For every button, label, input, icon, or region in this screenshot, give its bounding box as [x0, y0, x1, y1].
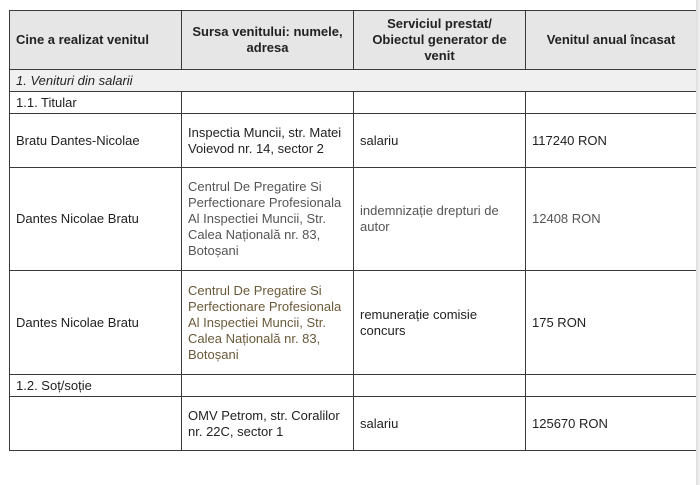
subsection-title: 1.2. Soț/soție	[10, 375, 182, 397]
subsection-title: 1.1. Titular	[10, 92, 182, 114]
cell-source: OMV Petrom, str. Coralilor nr. 22C, sector 1	[182, 397, 354, 451]
cell-who: Dantes Nicolae Bratu	[10, 271, 182, 375]
table-row	[10, 271, 697, 375]
table-row	[10, 114, 697, 168]
subsection-row-spouse	[10, 375, 697, 397]
table-row	[10, 168, 697, 271]
cell-who	[10, 397, 182, 451]
cell-service: salariu	[354, 397, 526, 451]
table-row	[10, 397, 697, 451]
header-who: Cine a realizat venitul	[10, 11, 182, 70]
table-header-row	[10, 11, 697, 70]
cell-service: indemnizație drepturi de autor	[354, 168, 526, 271]
empty-cell	[182, 92, 354, 114]
empty-cell	[354, 92, 526, 114]
cell-who: Dantes Nicolae Bratu	[10, 168, 182, 271]
cell-who: Bratu Dantes-Nicolae	[10, 114, 182, 168]
cell-service: remunerație comisie concurs	[354, 271, 526, 375]
empty-cell	[182, 375, 354, 397]
empty-cell	[526, 375, 697, 397]
cell-source: Centrul De Pregatire Si Perfectionare Profesionala Al Inspectiei Muncii, Str. Calea Națională nr. 83, Botoșani	[182, 271, 354, 375]
header-income: Venitul anual încasat	[526, 11, 697, 70]
cell-income: 125670 RON	[526, 397, 697, 451]
cell-income: 175 RON	[526, 271, 697, 375]
empty-cell	[354, 375, 526, 397]
subsection-row-titular	[10, 92, 697, 114]
cell-service: salariu	[354, 114, 526, 168]
empty-cell	[526, 92, 697, 114]
cell-source: Centrul De Pregatire Si Perfectionare Profesionala Al Inspectiei Muncii, Str. Calea Națională nr. 83, Botoșani	[182, 168, 354, 271]
cell-income: 12408 RON	[526, 168, 697, 271]
cell-source: Inspectia Muncii, str. Matei Voievod nr. 14, sector 2	[182, 114, 354, 168]
header-service: Serviciul prestat/ Obiectul generator de venit	[354, 11, 526, 70]
page-edge-shadow	[696, 0, 700, 485]
header-source: Sursa venitului: numele, adresa	[182, 11, 354, 70]
cell-income: 117240 RON	[526, 114, 697, 168]
section-title: 1. Venituri din salarii	[10, 70, 697, 92]
income-table	[9, 10, 697, 451]
section-row-salaries	[10, 70, 697, 92]
